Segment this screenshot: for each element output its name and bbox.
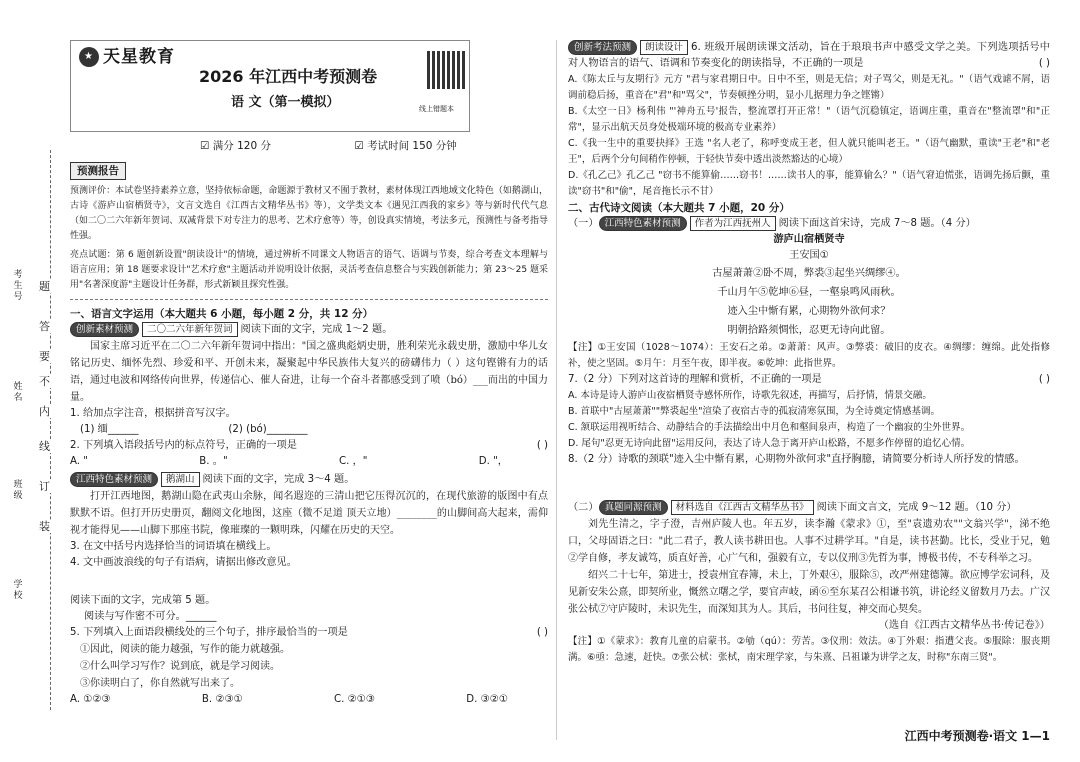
page-footer: 江西中考预测卷·语文 1—1 [904,729,1050,743]
left-column [70,40,548,708]
q2-answer-paren[interactable]: ( ) [536,440,548,451]
prose-note: 【注】①《蒙求》：教育儿童的启蒙书。②劬（qú）：劳苦。③仪刑：效法。④丁外艰：指遭父丧。⑤服除：服丧期满。⑥亟：急速，赶快。⑦张公栻：张栻，南宋理学家，与朱熹、吕祖谦为讲学之友，时称"东南三贤"。 [568,636,1050,663]
exam-subtitle: 语 文（第一模拟） [231,95,340,110]
q3-4-intro: 阅读下面的文字，完成 3～4 题。 [202,474,355,485]
q6-tag: 创新考法预测 [568,40,637,55]
brand-logo [79,47,175,67]
prose-tag2: 材料选自《江西古文精华丛书》 [671,500,814,515]
q8-stem: 8.（2 分）诗歌的颈联"迹入尘中惭有累，心期物外欲何求"直抒胸臆，请简要分析诗人所抒发的情感。 [568,454,1025,465]
q7-answer-paren[interactable]: ( ) [1038,374,1050,385]
q2-option-d[interactable]: D. "， [478,456,508,467]
student-class-label: 班级 [13,480,23,501]
q6-option-b[interactable]: B.《太空一日》杨利伟 "'神舟五号'报告，整流罩打开正常！"（语气沉稳镇定，语调庄重，重音在"整流罩"和"正常"，显示出航天员身处极端环境的极高专业素养） [568,106,1050,133]
q1-2-tag: 创新素材预测 [70,322,139,337]
q5-option-c[interactable]: C. ②①③ [334,694,376,705]
section-2-title: 二、古代诗文阅读（本大题共 7 小题，20 分） [568,202,790,214]
binding-dashed-line [50,150,51,710]
column-divider [556,40,557,740]
poem-author: 王安国① [789,250,829,261]
q5-stem: 5. 下列填入上面语段横线处的三个句子，排序最恰当的一项是 ( ) [70,625,548,641]
full-score: ☑ 满分 120 分 [200,140,271,152]
q3-4-tag2: 鹅湖山 [161,472,200,487]
q5-answer-paren[interactable]: ( ) [536,627,548,638]
exam-time: ☑ 考试时间 150 分钟 [354,140,457,152]
exam-header [70,40,470,132]
prose-header: （二） 真题同源预测 材料选自《江西古文精华丛书》 阅读下面文言文，完成 9～12 题。（10 分） [568,502,1017,513]
binding-char: 题 [39,280,50,293]
qr-label: 线上错题本 [419,105,454,113]
q5-option-a[interactable]: A. ①②③ [70,694,111,705]
poem-intro: 阅读下面这首宋诗，完成 7～8 题。（4 分） [778,218,976,229]
q1-blank-b[interactable]: (2) (bó)________ [228,424,308,435]
q3-4-tag: 江西特色素材预测 [70,472,158,487]
prose-passage-1: 刘先生清之，字子澄，吉州庐陵人也。年五岁，读李瀚《蒙求》①，至"袁遗劝农""文翁兴学"，涕不绝口，父母固语之曰："此二君子，教人读书耕田也。人事不过耕学耳。"自是，读书甚勤。比长，受业于兄，勉②学自修，孝友诚笃，质直好善，心广气和，强毅有立，专以仪刑③先哲为事，博极书传，不专科举之习。 [568,519,1050,564]
poem-line: 千山月午⑤乾坤⑥昼，一壑泉鸣风雨秋。 [717,287,901,298]
q6-stem: 创新考法预测 朗读设计 6. 班级开展朗读课文活动，旨在于琅琅书声中感受文学之美。下列选项括号中对人物语言的语气、语调和节奏变化的朗读指导，不正确的一项是 ( ) [568,40,1050,72]
q5-option-b[interactable]: B. ②③① [201,694,243,705]
report-eval: 预测评价：本试卷坚持素养立意，坚持依标命题，命题源于教材又不囿于教材，素材体现江西地域文化特色（如鹅湖山，古诗《游庐山宿栖贤寺》，文言文选自《江西古文精华丛书》等），文学类文本《遇见江西我的家乡》等与新时代代气息（如二〇二六年新年贺词、双减背景下对专注力的思考、艺术疗愈等）等，创设真实情境，考法多元，预测性与备考指导性强。 [70,186,548,241]
q3-4-passage: 打开江西地图，鹅湖山隐在武夷山余脉，闻名遐迩的三清山把它压得沉沉的，在现代旅游的版图中有点默默不语。但打开历史册页，翻阅文化地图，这座（微不足道 顶天立地）________的山脚间高大起来，需仰视才能得见——山脚下那座书院，像璀璨的一颗明珠，闪耀在历史的天空。 [70,491,548,536]
q1-blank-a[interactable]: (1) 缅______ [80,424,139,435]
poem-header: （一） 江西特色素材预测 作者为江西抚州人 阅读下面这首宋诗，完成 7～8 题。（4 分） [568,218,976,229]
qr-code-icon[interactable] [427,51,465,89]
report-heading: 预测报告 [70,162,126,180]
q5-passage: 阅读与写作密不可分。______ [84,611,217,622]
q1-2-intro: 阅读下面的文字，完成 1～2 题。 [240,324,393,335]
q1-2-header [70,322,548,338]
right-column [568,40,1050,666]
binding-char: 答 [39,320,50,333]
binding-char: 订 [39,480,50,493]
brand-name: 天星教育 [103,47,175,67]
student-number-label: 考生号 [13,270,23,302]
poem-line: 明朝拾路须惆怅，忍更无诗向此留。 [727,325,891,336]
q2-option-a[interactable]: A. " [70,456,88,467]
answer-space[interactable] [70,571,548,593]
q6-option-d[interactable]: D.《孔乙己》孔乙己 "窃书不能算偷……窃书！……读书人的事，能算偷么？"（语气窘迫慌张，语调先扬后颤，重读"窃书"和"偷"，尾音拖长示不甘） [568,170,1050,197]
q7-option-c[interactable]: C. 颔联运用视听结合、动静结合的手法描绘出中月色和壑间泉声，构造了一个幽寂的尘外世界。 [568,422,971,433]
star-logo-icon: ★ [79,47,99,67]
poem-note: 【注】①王安国（1028～1074）：王安石之弟。②萧萧：风声。③弊裘：破旧的皮衣。④绸缪：缠绵。此处指修补，使之坚固。⑤月午：月至午夜，即半夜。⑥乾坤：此指世界。 [568,342,1050,369]
section-1-title: 一、语言文字运用（本大题共 6 小题，每小题 2 分，共 12 分） [70,308,374,320]
q6-option-c[interactable]: C.《我一生中的重要抉择》王选 "名人老了，称呼变成王老，但人就只能叫老王。"（语气幽默，重读"王老"和"老王"，后两个分句间稍作停顿，于轻快节奏中透出淡然豁达的心境） [568,138,1050,165]
q5-item-1: ①因此，阅读的能力越强，写作的能力就越强。 [80,644,290,655]
binding-char: 内 [39,405,50,418]
q7-option-a[interactable]: A. 本诗是诗人游庐山夜宿栖贤寺感怀所作，诗歌先叙述，再描写，后抒情，情景交融。 [568,390,932,401]
q2-option-b[interactable]: B. 。" [199,456,228,467]
q7-option-b[interactable]: B. 首联中"古屋萧萧""弊裘起坐"渲染了夜宿古寺的孤寂清寒氛围，为全诗奠定情感基调。 [568,406,941,417]
report-highlight: 亮点试题：第 6 题创新设置"朗读设计"的情境，通过辨析不同课文人物语言的语气、语调与节奏，综合考查文本理解与语言应用；第 18 题要求设计"艺术疗愈"主题活动并说明设计依据，灵活考查信息整合与实践创新能力；第 23～25 题采用"名著深度游"主题设计任务群，形式新颖且探究性强。 [70,250,548,290]
q5-option-d[interactable]: D. ③②① [466,694,508,705]
prose-passage-2: 绍兴二十七年，第进士，授袁州宜春簿，未上，丁外艰④，服除⑤，改严州建德簿。欲应博学宏词科，及见新安朱公熹，即契所业，慨然立曙之学，要官声岐，函⑥至东某召公相谦书筑，讲论经义留数月乃去。广汉张公栻⑦守庐陵时，未识先生，而深知其为人。其后，书问往复，神交而心契矣。 [568,570,1050,615]
q2-option-c[interactable]: C. ，" [338,456,368,467]
poem-title: 游庐山宿栖贤寺 [773,234,845,245]
student-name-label: 姓名 [13,382,23,403]
q3-stem: 3. 在文中括号内选择恰当的词语填在横线上。 [70,541,277,552]
binding-strip [10,150,62,710]
binding-char: 线 [39,440,50,453]
exam-meta [200,138,548,154]
poem-line: 古屋萧萧②卧不周，弊裘③起坐兴绸缪④。 [712,268,906,279]
divider [70,299,548,300]
q4-stem: 4. 文中画波浪线的句子有语病，请据出修改意见。 [70,557,297,568]
q3-4-header [70,472,548,488]
student-school-label: 学校 [13,580,23,601]
prose-intro: 阅读下面文言文，完成 9～12 题。（10 分） [816,502,1017,513]
q6-answer-paren[interactable]: ( ) [1038,58,1050,69]
binding-char: 不 [39,375,50,388]
poem-tag: 江西特色素材预测 [599,216,687,231]
q5-item-2: ②什么叫学习写作？说到底，就是学习阅读。 [80,661,280,672]
q5-item-3: ③你读明白了，你自然就写出来了。 [80,678,240,689]
prose-source: （选自《江西古文精华丛书·传记卷》） [878,620,1050,631]
q5-intro: 阅读下面的文字，完成第 5 题。 [70,595,216,606]
q5-options [70,692,548,708]
q1-2-tag2: 二〇二六年新年贺词 [142,322,238,337]
q6-tag2: 朗读设计 [640,40,688,55]
q7-stem: 7.（2 分）下列对这首诗的理解和赏析，不正确的一项是 ( ) [568,372,1050,388]
prose-tag: 真题同源预测 [599,500,668,515]
binding-char: 要 [39,350,50,363]
q6-option-a[interactable]: A.《陈太丘与友期行》元方 "君与家君期日中。日中不至，则是无信；对子骂父，则是无礼。"（语气戏谑不屑，语调前稳后扬，重音在"君"和"骂父"，节奏顿挫分明，显小儿据理力争之铿锵） [568,74,1050,101]
q1-2-passage: 国家主席习近平在二〇二六年新年贺词中指出："国之盛典彪炳史册，胜利荣光永载史册，激励中华儿女铭记历史、缅怀先烈、珍爱和平、开创未来，凝聚起中华民族伟大复兴的磅礴伟力（ ）这句铿锵有力的话语，通过电波和网络传向世界，传递信心、催人奋进，让每一个奋斗者都感受到了喷（bó）___而出的中国力量。 [70,341,548,403]
q2-stem: 2. 下列填入语段括号内的标点符号，正确的一项是 ( ) [70,438,548,454]
exam-title: 2026 年江西中考预测卷 [199,67,378,86]
q1-blanks [70,422,548,438]
poem-tag2: 作者为江西抚州人 [690,216,776,231]
answer-space[interactable] [568,468,1050,500]
poem-line: 迹入尘中惭有累，心期物外欲何求？ [727,306,891,317]
binding-char: 装 [39,520,50,533]
q7-option-d[interactable]: D. 尾句"忍更无诗向此留"运用反问，表达了诗人急于离开庐山松路，不愿多作停留的追忆心情。 [568,438,971,449]
q2-options [70,454,548,470]
q1-stem: 1. 给加点字注音，根据拼音写汉字。 [70,408,236,419]
